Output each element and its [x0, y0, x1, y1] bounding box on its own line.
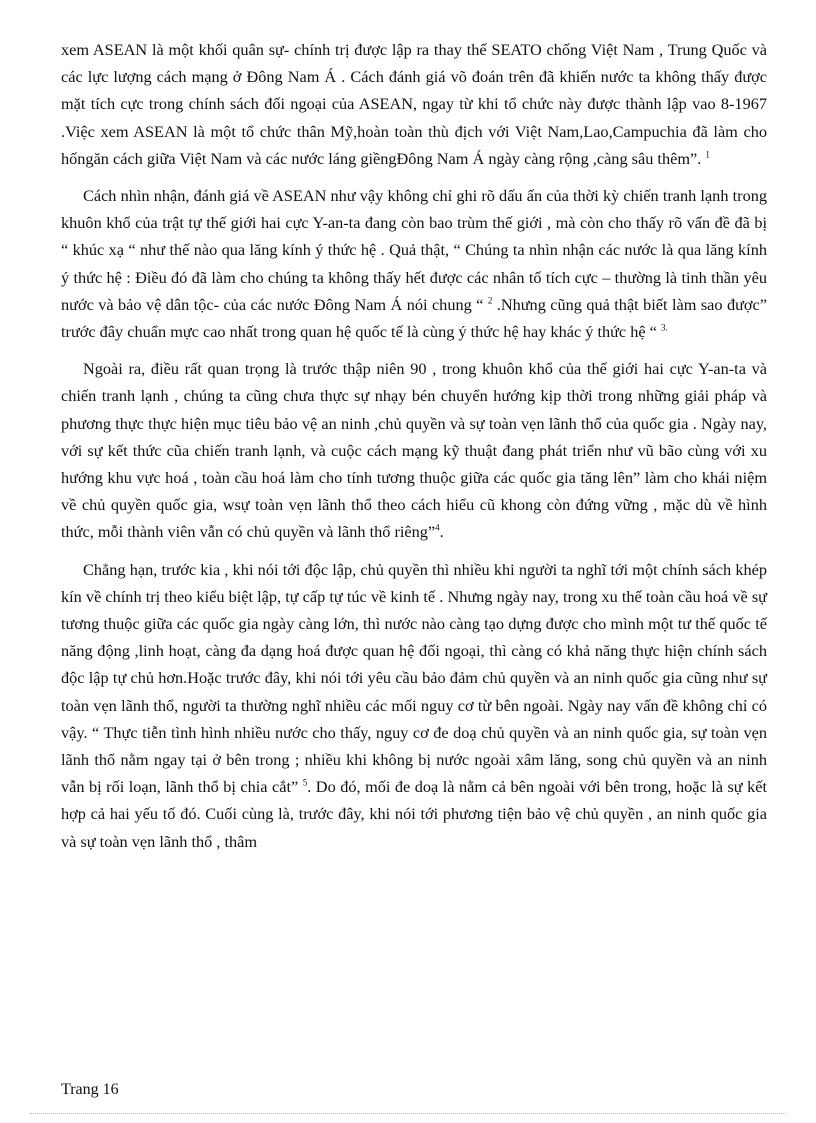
- text-run: Cách nhìn nhận, đánh giá về ASEAN như vậy không chỉ ghi rõ dấu ấn của thời kỳ chiến tranh lạnh trong khuôn khổ của trật tự thế giới hai cực Y-an-ta đang còn bao trùm thế giới , mà còn cho thấy rõ vấn đề đã bị “ khúc xạ “ như thế nào qua lăng kính ý thức hệ . Quả thật, “ Chúng ta nhìn nhận các nước là qua lăng kính ý thức hệ : Điều đó đã làm cho chúng ta không thấy hết được các nhân tố tích cực – thường là tinh thần yêu nước và bảo vệ dân tộc- của các nước Đông Nam Á nói chung “: [61, 186, 767, 314]
- footnote-marker: 2: [487, 295, 493, 306]
- paragraph-1: [61, 36, 767, 172]
- paragraph-3: [61, 355, 767, 545]
- footnote-marker: 3.: [660, 322, 668, 333]
- footnote-marker: 1: [705, 149, 710, 160]
- footnote-marker: 5: [302, 777, 308, 788]
- text-run: Chẳng hạn, trước kia , khi nói tới độc lập, chủ quyền thì nhiều khi người ta nghĩ tới một chính sách khép kín về chính trị theo kiểu biệt lập, tự cấp tự túc về kinh tế . Nhưng ngày nay, trong xu thế toàn cầu hoá về sự tương thuộc giữa các quốc gia ngày càng lớn, thì nước nào càng tạo dựng được cho mình một tư thế quốc tế năng động ,linh hoạt, càng đa dạng hoá được quan hệ đối ngoại, thì càng có khả năng thực hiện chính sách độc lập tự chủ hơn.Hoặc trước đây, khi nói tới yêu cầu bảo đảm chủ quyền và an ninh quốc gia cũng như sự toàn vẹn lãnh thổ, người ta thường nghĩ nhiều các mối nguy cơ từ bên ngoài. Ngày nay vấn đề không chỉ có vậy. “ Thực tiễn tình hình nhiều nước cho thấy, nguy cơ đe doạ chủ quyền và an ninh quốc gia, sự toàn vẹn lãnh thổ nằm ngay tại ở bên trong ; nhiều khi không bị nước ngoài xâm lăng, song chủ quyền và an ninh vẫn bị rối loạn, lãnh thổ bị chia cắt”: [61, 559, 767, 797]
- footnote-marker: 4: [435, 523, 440, 534]
- document-body: [61, 36, 767, 865]
- text-run: .: [439, 522, 444, 542]
- page-bottom-divider: [30, 1113, 786, 1114]
- text-run: Ngoài ra, điều rất quan trọng là trước thập niên 90 , trong khuôn khổ của thế giới hai cực Y-an-ta và chiến tranh lạnh , chúng ta cũng chưa thực sự nhạy bén chuyển hướng kịp thời trong những giải pháp và phương thực thực hiện mục tiêu bảo vệ an ninh ,chủ quyền và sự toàn vẹn lãnh thổ của quốc gia . Ngày nay, với sự kết thức cũa chiến tranh lạnh, và cuộc cách mạng kỹ thuật đang phát triển như vũ bão cùng với xu hướng khu vực hoá , toàn cầu hoá làm cho tính tương thuộc giữa các quốc gia tăng lên” làm cho khái niệm về chủ quyền quốc gia, wsự toàn vẹn lãnh thổ theo cách hiểu cũ khong còn đứng vững , mặc dù về hình thức, mỗi thành viên vẫn có chủ quyền và lãnh thổ riêng”: [61, 359, 767, 542]
- text-run: .Nhưng cũng quả thật biết làm sao được” trước đây chuẩn mực cao nhất trong quan hệ quốc tế là cùng ý thức hệ hay khác ý thức hệ “: [61, 294, 767, 342]
- text-run: xem ASEAN là một khối quân sự- chính trị được lập ra thay thế SEATO chống Việt Nam , Trung Quốc và các lực lượng cách mạng ở Đông Nam Á . Cách đánh giá võ đoán trên đã khiến nước ta không thấy được mặt tích cực trong chính sách đối ngoại của ASEAN, ngay từ khi tổ chức này được thành lập vao 8-1967 .Việc xem ASEAN là một tổ chức thân Mỹ,hoàn toàn thù địch với Việt Nam,Lao,Campuchia đã làm cho hốngăn cách giữa Việt Nam và các nước láng giềngĐông Nam Á ngày càng rộng ,càng sâu thêm”.: [61, 40, 767, 168]
- text-run: . Do đó, mối đe doạ là nằm cả bên ngoài với bên trong, hoặc là sự kết hợp cả hai yếu tố đó. Cuối cùng là, trước đây, khi nói tới phương tiện bảo vệ chủ quyền , an ninh quốc gia và sự toàn vẹn lãnh thổ , thâm: [61, 777, 768, 851]
- paragraph-2: [61, 182, 767, 345]
- paragraph-4: [61, 556, 767, 855]
- page-number: Trang 16: [61, 1081, 119, 1098]
